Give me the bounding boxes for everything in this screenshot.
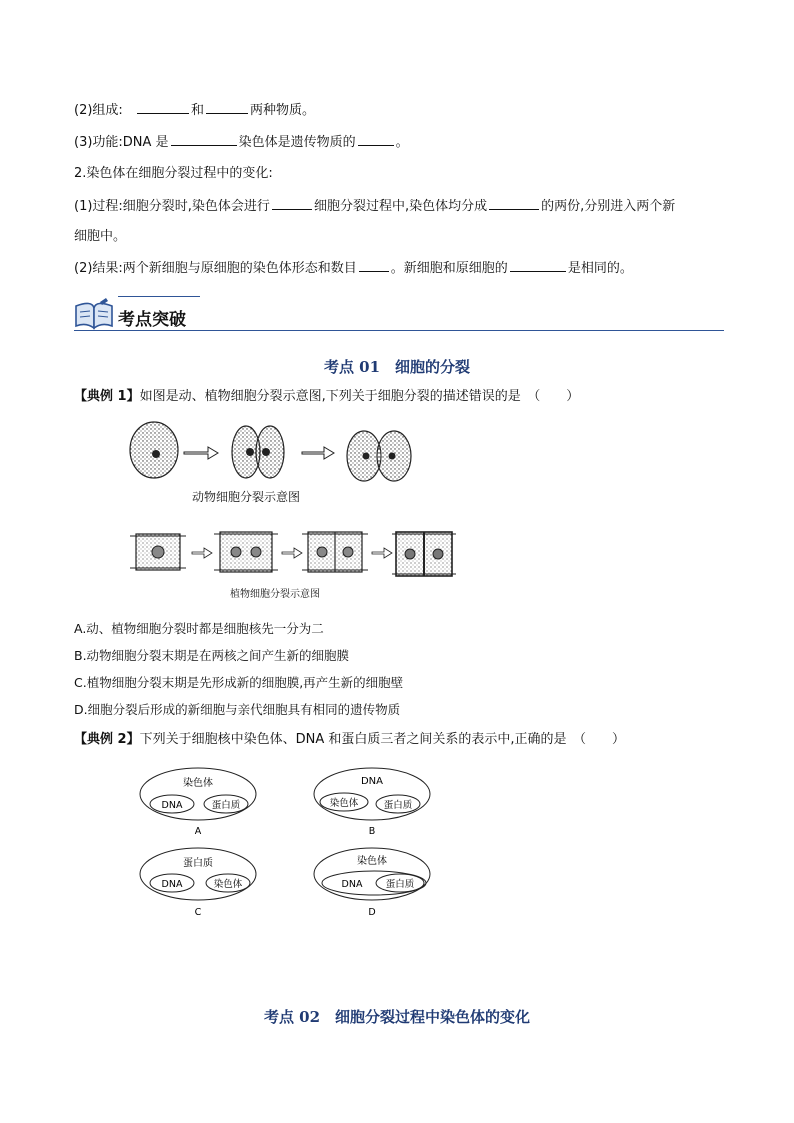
note-line-composition xyxy=(74,101,315,120)
question-text: 下列关于细胞核中染色体、DNA 和蛋白质三者之间关系的表示中,正确的是 （ ） xyxy=(139,732,625,747)
note-text: 的两份,分别进入两个新 xyxy=(541,199,676,214)
diagram-b-left: 染色体 xyxy=(329,798,359,809)
note-text: 。 xyxy=(395,135,409,150)
option-d: D.细胞分裂后形成的新细胞与亲代细胞具有相同的遗传物质 xyxy=(74,702,401,717)
note-line-process xyxy=(74,197,675,216)
plant-figure-caption: 植物细胞分裂示意图 xyxy=(230,589,320,600)
banner-rule xyxy=(74,330,724,331)
question-tag: 【典例 1】 xyxy=(74,389,140,404)
diagram-a-left: DNA xyxy=(161,800,183,811)
diagram-a-right: 蛋白质 xyxy=(211,800,241,811)
note-text: (2)结果:两个新细胞与原细胞的染色体形态和数目 xyxy=(74,261,357,276)
diagram-c xyxy=(140,848,256,918)
note-text: 细胞分裂过程中,染色体均分成 xyxy=(313,199,488,214)
question-2 xyxy=(74,731,625,749)
note-text: (1)过程:细胞分裂时,染色体会进行 xyxy=(74,199,270,214)
note-line-result xyxy=(74,259,633,278)
banner-title: 考点突破 xyxy=(118,310,186,330)
diagram-d-right: 蛋白质 xyxy=(385,879,415,890)
answer-blank xyxy=(272,197,312,210)
answer-blank xyxy=(206,101,248,114)
section-title-02: 考点 02 细胞分裂过程中染色体的变化 xyxy=(263,1008,531,1026)
note-text: 两种物质。 xyxy=(249,103,315,118)
diagram-b-right: 蛋白质 xyxy=(383,800,413,811)
question-text: 如图是动、植物细胞分裂示意图,下列关于细胞分裂的描述错误的是 （ ） xyxy=(139,389,580,404)
diagram-c-outer: 蛋白质 xyxy=(183,858,213,869)
banner-overline xyxy=(118,296,200,297)
diagram-b xyxy=(314,768,430,837)
answer-blank xyxy=(510,259,566,272)
relationship-diagrams xyxy=(138,764,438,924)
plant-cell-division-figure xyxy=(130,530,460,580)
note-text: 染色体是遗传物质的 xyxy=(238,135,356,150)
section-title-01: 考点 01 细胞的分裂 xyxy=(323,358,471,376)
diagram-d-left: DNA xyxy=(341,879,363,890)
answer-blank xyxy=(489,197,539,210)
diagram-c-letter: C xyxy=(194,907,202,918)
note-text: 和 xyxy=(190,103,204,118)
note-text: 是相同的。 xyxy=(567,261,633,276)
note-heading-change: 2.染色体在细胞分裂过程中的变化: xyxy=(74,166,273,181)
note-text: 。新细胞和原细胞的 xyxy=(390,261,508,276)
diagram-d xyxy=(314,848,430,918)
diagram-b-outer: DNA xyxy=(360,776,384,787)
book-icon xyxy=(72,298,116,332)
diagram-c-left: DNA xyxy=(161,879,183,890)
note-text: (3)功能:DNA 是 xyxy=(74,135,169,150)
answer-blank xyxy=(359,259,389,272)
animal-figure-caption: 动物细胞分裂示意图 xyxy=(192,490,301,504)
diagram-a-letter: A xyxy=(194,826,202,837)
option-a: A.动、植物细胞分裂时都是细胞核先一分为二 xyxy=(74,621,324,636)
question-1 xyxy=(74,388,579,406)
answer-blank xyxy=(358,133,394,146)
note-line-function xyxy=(74,133,409,152)
diagram-a xyxy=(140,768,256,837)
diagram-b-letter: B xyxy=(368,826,376,837)
question-tag: 【典例 2】 xyxy=(74,732,140,747)
note-text: (2)组成: xyxy=(74,103,123,118)
diagram-d-letter: D xyxy=(368,907,376,918)
answer-blank xyxy=(171,133,237,146)
diagram-c-right: 染色体 xyxy=(213,879,243,890)
diagram-d-outer: 染色体 xyxy=(357,856,387,867)
note-line-process-cont: 细胞中。 xyxy=(74,229,127,244)
answer-blank xyxy=(137,101,189,114)
option-b: B.动物细胞分裂末期是在两核之间产生新的细胞膜 xyxy=(74,648,350,663)
option-c: C.植物细胞分裂末期是先形成新的细胞膜,再产生新的细胞壁 xyxy=(74,675,404,690)
diagram-a-outer: 染色体 xyxy=(183,778,213,789)
